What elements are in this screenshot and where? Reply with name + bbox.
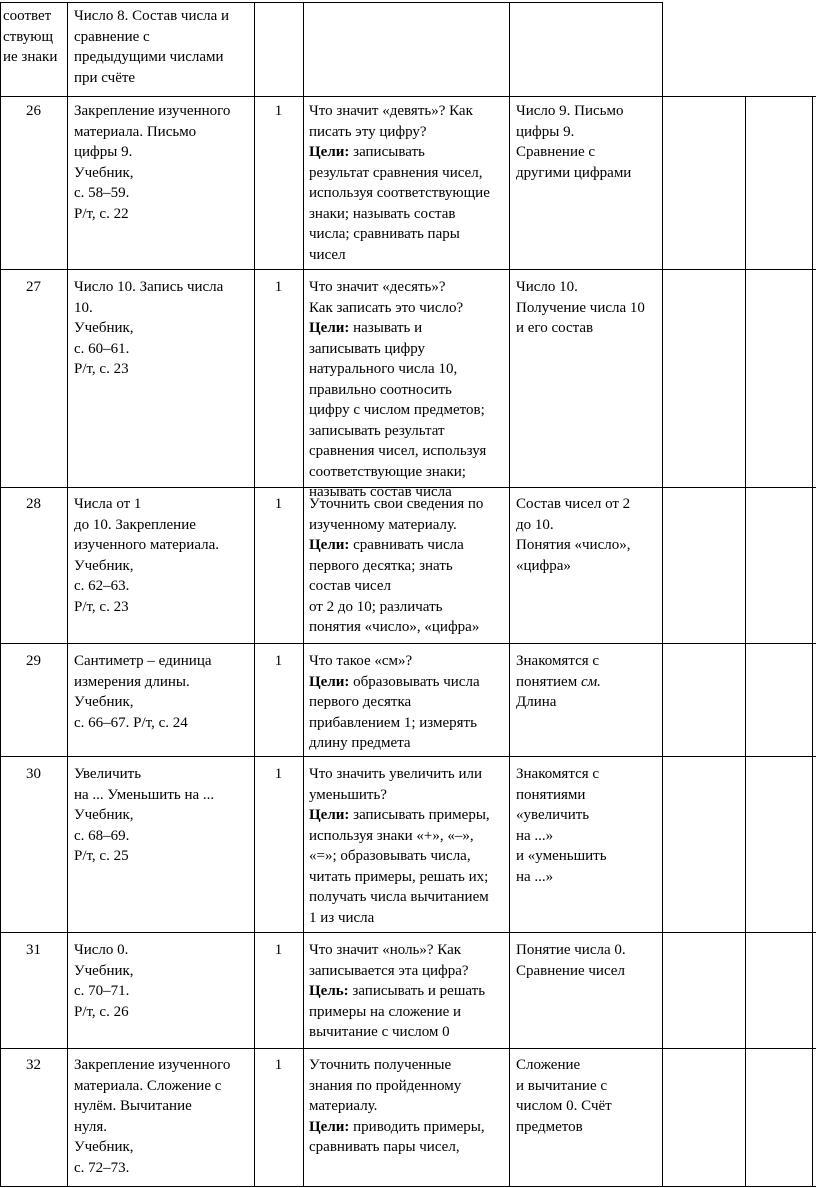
row-divider	[0, 1186, 816, 1187]
concepts-text: Длина	[516, 694, 557, 710]
concepts-text: Знакомятся с понятием	[516, 653, 600, 690]
row-divider	[0, 756, 816, 757]
lesson-topic: Число 0. Учебник, с. 70–71. Р/т, с. 26	[74, 942, 134, 1020]
row-divider	[0, 269, 816, 270]
goal-label: Цель:	[309, 983, 349, 999]
lesson-goals	[309, 940, 509, 1043]
problem-question: Что значит «ноль»? Как записывается эта цифра?	[309, 942, 469, 979]
lesson-number: 31	[26, 942, 41, 958]
lesson-hours: 1	[274, 942, 283, 958]
row-divider	[0, 643, 816, 644]
column-divider	[745, 96, 746, 1187]
lesson-topic: Числа от 1 до 10. Закрепление изученного материала. Учебник, с. 62–63. Р/т, с. 23	[74, 496, 220, 615]
lesson-hours: 1	[274, 1057, 283, 1073]
header-lesson-cell: Число 8. Состав числа и сравнение с предыдущими числами при счёте	[74, 8, 230, 86]
lesson-topic: Число 10. Запись числа 10. Учебник, с. 60–61. Р/т, с. 23	[74, 279, 224, 377]
lesson-hours: 1	[274, 766, 283, 782]
problem-question: Что значить увеличить или уменьшить?	[309, 766, 483, 803]
lesson-goals	[309, 1055, 509, 1158]
lesson-topic: Увеличить на ... Уменьшить на ... Учебник, с. 68–69. Р/т, с. 25	[74, 766, 215, 864]
lesson-number: 32	[26, 1057, 41, 1073]
lesson-concepts: Число 9. Письмо цифры 9. Сравнение с другими цифрами	[516, 103, 632, 181]
goal-label: Цели:	[309, 673, 350, 690]
row-divider	[0, 96, 816, 97]
lesson-topic: Сантиметр – единица измерения длины. Учебник, с. 66–67. Р/т, с. 24	[74, 653, 212, 731]
lesson-hours: 1	[274, 496, 283, 512]
problem-question: Уточнить свои сведения по изученному материалу.	[309, 496, 484, 533]
lesson-concepts: Понятие числа 0. Сравнение чисел	[516, 942, 626, 979]
lesson-concepts: Сложение и вычитание с числом 0. Счёт предметов	[516, 1057, 612, 1135]
lesson-topic: Закрепление изученного материала. Сложение с нулём. Вычитание нуля. Учебник, с. 72–73.	[74, 1057, 231, 1176]
column-divider	[67, 2, 68, 1187]
lesson-goals	[309, 277, 509, 503]
column-divider	[812, 96, 813, 1187]
lesson-number: 30	[26, 766, 41, 782]
lesson-number: 29	[26, 653, 41, 669]
goal-text: записывать примеры, используя знаки «+», «–», «=»; образовывать числа, читать примеры, решать их; получать числа вычитанием 1 из числа	[309, 807, 490, 926]
concepts-term: см.	[580, 673, 601, 690]
row-divider	[0, 932, 816, 933]
goal-text: сравнивать числа первого десятка; знать состав чисел от 2 до 10; различать понятия «число», «цифра»	[309, 537, 480, 635]
lesson-concepts: Состав чисел от 2 до 10. Понятия «число», «цифра»	[516, 496, 631, 574]
goal-label: Цели:	[309, 537, 350, 553]
goal-text: записывать и решать примеры на сложение и вычитание с числом 0	[309, 983, 486, 1040]
lesson-concepts: Знакомятся с понятиями «увеличить на ...» и «уменьшить на ...»	[516, 766, 607, 885]
lesson-goals	[309, 651, 509, 754]
goal-label: Цели:	[309, 1118, 350, 1135]
lesson-goals	[309, 764, 509, 928]
column-divider	[662, 2, 663, 1187]
problem-question: Что значит «девять»? Как писать эту цифру?	[309, 103, 473, 140]
goal-label: Цели:	[309, 320, 350, 336]
goal-label: Цели:	[309, 144, 350, 160]
problem-question: Что такое «см»?	[309, 653, 413, 669]
lesson-topic: Закрепление изученного материала. Письмо цифры 9. Учебник, с. 58–59. Р/т, с. 22	[74, 103, 231, 222]
column-divider	[0, 2, 1, 1187]
column-divider	[303, 2, 304, 1187]
lesson-number: 27	[26, 279, 41, 295]
problem-question: Уточнить полученные знания по пройденному материалу.	[309, 1057, 462, 1114]
goal-text: записывать результат сравнения чисел, используя соответствующие знаки; называть состав числа; сравнивать пары чисел	[309, 144, 490, 263]
lesson-hours: 1	[274, 653, 283, 669]
lesson-concepts: Число 10. Получение числа 10 и его состав	[516, 279, 645, 336]
column-divider	[509, 2, 510, 1187]
goal-text: приводить примеры, сравнивать пары чисел,	[309, 1118, 485, 1155]
lesson-hours: 1	[274, 103, 283, 119]
row-divider	[0, 1048, 816, 1049]
lesson-goals	[309, 494, 509, 638]
problem-question: Что значит «десять»? Как записать это число?	[309, 279, 464, 316]
goal-text: называть и записывать цифру натурального числа 10, правильно соотносить цифру с числом предметов; записывать результат сравнения чисел, используя соответствующие знаки; называть состав числа	[309, 320, 487, 500]
header-signs-cell: соответ ствующ ие знаки	[3, 8, 58, 65]
row-divider	[0, 2, 662, 3]
column-divider	[254, 2, 255, 1187]
goal-text: образовывать числа первого десятка прибавлением 1; измерять длину предмета	[309, 673, 480, 751]
lesson-number: 26	[26, 103, 41, 119]
lesson-goals	[309, 101, 509, 265]
lesson-number: 28	[26, 496, 41, 512]
lesson-concepts	[516, 651, 662, 713]
goal-label: Цели:	[309, 807, 350, 823]
lesson-hours: 1	[274, 279, 283, 295]
